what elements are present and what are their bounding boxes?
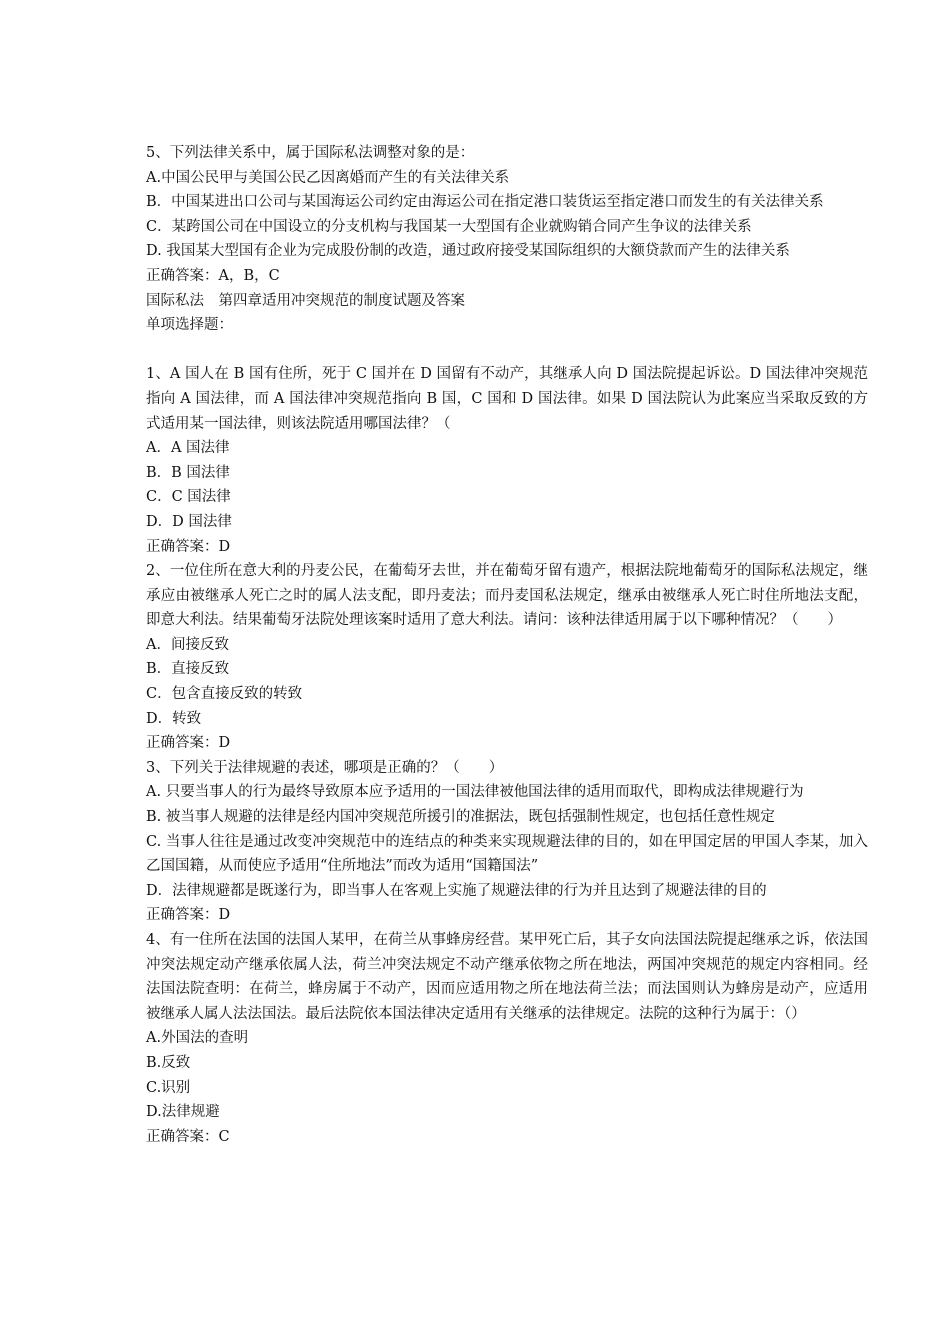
question-2-option-b: B．直接反致 (146, 661, 230, 678)
question-4-option-d: D.法律规避 (146, 1104, 220, 1121)
question-5-answer: 正确答案：A，B，C (146, 267, 280, 284)
question-5-stem: 5、下列法律关系中，属于国际私法调整对象的是： (146, 145, 475, 161)
question-2-option-c: C．包含直接反致的转致 (146, 686, 303, 703)
question-1-answer: 正确答案：D (146, 538, 231, 555)
document-page (146, 141, 868, 1149)
question-4-option-c: C.识别 (146, 1079, 191, 1096)
section-heading: 单项选择题： (146, 317, 233, 334)
question-4-option-b: B.反致 (146, 1054, 191, 1071)
question-3-option-d: D．法律规避都是既遂行为，即当事人在客观上实施了规避法律的行为并且达到了规避法律的目的 (146, 882, 767, 899)
blank-line (146, 338, 868, 363)
question-4-stem: 4、有一住所在法国的法国人某甲，在荷兰从事蜂房经营。某甲死亡后，其子女向法国法院提起继承之诉，依法国冲突法规定动产继承依属人法，荷兰冲突法规定不动产继承依物之所在地法，两国冲突规范的规定内容相同。经法国法院查明：在荷兰，蜂房属于不动产，因而应适用物之所在地法荷兰法；而法国则认为蜂房是动产，应适用被继承人属人法法国法。最后法院依本国法律决定适用有关继承的法律规定。法院的这种行为属于：（） (146, 932, 868, 1022)
question-1-option-b: B．B 国法律 (146, 464, 230, 481)
question-3-option-c: C. 当事人往往是通过改变冲突规范中的连结点的种类来实现规避法律的目的，如在甲国定居的甲国人李某，加入乙国国籍，从而使应予适用“住所地法”而改为适用“国籍国法” (146, 833, 868, 875)
question-2-option-d: D．转致 (146, 710, 202, 727)
question-3-option-b: B. 被当事人规避的法律是经内国冲突规范所援引的准据法，既包括强制性规定，也包括任意性规定 (146, 809, 775, 826)
question-3-option-a: A. 只要当事人的行为最终导致原本应予适用的一国法律被他国法律的适用而取代，即构成法律规避行为 (146, 784, 804, 801)
question-4-answer: 正确答案：C (146, 1128, 230, 1145)
question-2-option-a: A．间接反致 (146, 636, 229, 653)
question-1-option-c: C．C 国法律 (146, 489, 231, 506)
question-5-option-d: D. 我国某大型国有企业为完成股份制的改造，通过政府接受某国际组织的大额贷款而产生的法律关系 (146, 243, 790, 260)
question-2-stem: 2、一位住所在意大利的丹麦公民，在葡萄牙去世，并在葡萄牙留有遗产，根据法院地葡萄牙的国际私法规定，继承应由被继承人死亡之时的属人法支配，即丹麦法；而丹麦国私法规定，继承由被继承人死亡时住所地法支配，即意大利法。结果葡萄牙法院处理该案时适用了意大利法。请问：该种法律适用属于以下哪种情况？（ ） (146, 563, 868, 629)
question-5-option-b: B．中国某进出口公司与某国海运公司约定由海运公司在指定港口装货运至指定港口而发生的有关法律关系 (146, 194, 824, 211)
chapter-heading: 国际私法 第四章适用冲突规范的制度试题及答案 (146, 292, 465, 309)
question-3-answer: 正确答案：D (146, 907, 231, 924)
question-5-option-c: C．某跨国公司在中国设立的分支机构与我国某一大型国有企业就购销合同产生争议的法律关系 (146, 218, 752, 235)
question-1-option-d: D．D 国法律 (146, 513, 232, 530)
question-5-option-a: A.中国公民甲与美国公民乙因离婚而产生的有关法律关系 (146, 169, 510, 186)
question-4-option-a: A.外国法的查明 (146, 1030, 249, 1047)
question-2-answer: 正确答案：D (146, 735, 231, 752)
question-3-stem: 3、下列关于法律规避的表述，哪项是正确的？（ ） (146, 759, 504, 776)
question-1-option-a: A．A 国法律 (146, 440, 230, 457)
question-1-stem: 1、A 国人在 B 国有住所，死于 C 国并在 D 国留有不动产，其继承人向 D 国法院提起诉讼。D 国法律冲突规范指向 A 国法律，而 A 国法律冲突规范指向 B 国，C 国和 D 国法律。如果 D 国法院认为此案应当采取反致的方式适用某一国法律，则该法院适用哪国法律？（ (146, 366, 868, 432)
